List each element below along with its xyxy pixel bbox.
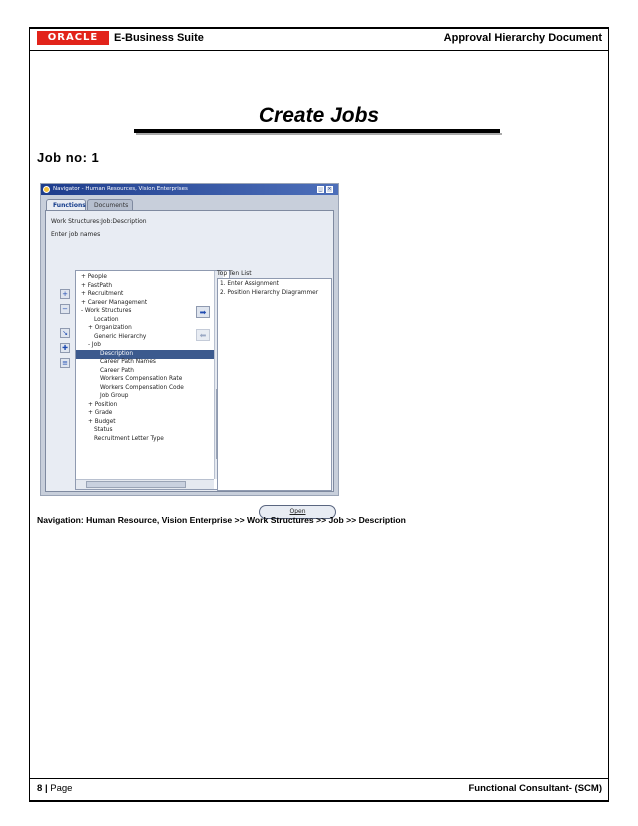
expand-branch-icon[interactable]: ↘ (60, 328, 70, 338)
document-title: Approval Hierarchy Document (443, 32, 602, 44)
navigator-panel (45, 210, 334, 515)
page-separator: | (44, 783, 48, 794)
expand-all-icon[interactable]: ✚ (60, 343, 70, 353)
function-prompt: Enter job names (51, 231, 101, 238)
tree-item-workers-comp-rate[interactable]: Workers Compensation Rate (100, 376, 183, 382)
tree-item-job-group[interactable]: Job Group (100, 393, 129, 399)
tree-item-organization[interactable]: + Organization (88, 325, 132, 331)
expand-icon[interactable]: + (60, 289, 70, 299)
header-divider (29, 50, 609, 51)
navigation-path: Navigation: Human Resource, Vision Enterprise >> Work Structures >> Job >> Description (37, 515, 406, 525)
function-path: Work Structures:Job:Description (51, 218, 147, 225)
oracle-logo: ORACLE (37, 31, 109, 45)
heading-underline (134, 129, 500, 133)
tab-functions[interactable]: Functions (46, 199, 86, 210)
tree-horizontal-scrollbar[interactable] (76, 479, 214, 490)
tree-item-workers-comp-code[interactable]: Workers Compensation Code (100, 384, 184, 391)
page-border-left (29, 27, 30, 801)
tree-item-job[interactable]: - Job (88, 342, 101, 348)
tree-item-fastpath[interactable]: + FastPath (81, 282, 113, 289)
tree-item-description[interactable]: Description (76, 350, 230, 359)
tree-hscroll-thumb[interactable] (86, 481, 186, 488)
tree-item-recruitment[interactable]: + Recruitment (81, 291, 124, 297)
footer-role: Functional Consultant- (SCM) (468, 783, 602, 794)
tab-documents[interactable]: Documents (87, 199, 133, 210)
page-border-right (608, 27, 609, 801)
tree-item-position[interactable]: + Position (88, 401, 118, 408)
tree-item-career-path-names[interactable]: Career Path Names (100, 359, 156, 365)
page-footer-left (37, 783, 72, 794)
tree-item-work-structures[interactable]: - Work Structures (81, 308, 132, 314)
heading-underline-shadow (136, 133, 502, 135)
tree-item-status[interactable]: Status (94, 427, 113, 433)
tree-item-location[interactable]: Location (94, 316, 119, 323)
top-ten-item[interactable]: 2. Position Hierarchy Diagrammer (220, 290, 319, 296)
window-title-bar (41, 184, 338, 195)
section-heading: Create Jobs (258, 104, 380, 127)
page-label: Page (50, 783, 73, 794)
tree-item-career-path[interactable]: Career Path (100, 367, 134, 374)
remove-from-top-ten-icon[interactable]: ⬅ (196, 329, 210, 341)
function-tree[interactable] (75, 270, 230, 490)
minimize-icon[interactable]: _ (317, 186, 324, 193)
page-border-bottom (29, 800, 609, 802)
open-button-label: Open (289, 508, 306, 515)
tree-item-career-management[interactable]: + Career Management (81, 299, 148, 306)
suite-name: E-Business Suite (114, 32, 204, 44)
add-to-top-ten-icon[interactable]: ➡ (196, 306, 210, 318)
tree-item-recruitment-letter-type[interactable]: Recruitment Letter Type (94, 435, 164, 442)
window-title: Navigator - Human Resources, Vision Enterprises (53, 186, 188, 192)
oracle-app-icon (43, 186, 50, 193)
top-ten-item[interactable]: 1. Enter Assignment (220, 281, 279, 287)
collapse-all-icon[interactable]: ≡ (60, 358, 70, 368)
tree-item-people[interactable]: + People (81, 274, 107, 280)
job-number: Job no: 1 (37, 150, 100, 165)
top-ten-label: Top Ten List (217, 270, 252, 277)
tree-item-generic-hierarchy[interactable]: Generic Hierarchy (94, 333, 147, 340)
navigator-window (40, 183, 339, 515)
top-ten-list[interactable] (217, 278, 332, 491)
page-number: 8 (37, 783, 43, 794)
page-border-top (29, 27, 609, 29)
collapse-icon[interactable]: − (60, 304, 70, 314)
footer-divider (29, 778, 609, 779)
close-icon[interactable]: × (327, 186, 332, 192)
tree-item-grade[interactable]: + Grade (88, 410, 113, 416)
tree-item-budget[interactable]: + Budget (88, 418, 116, 425)
